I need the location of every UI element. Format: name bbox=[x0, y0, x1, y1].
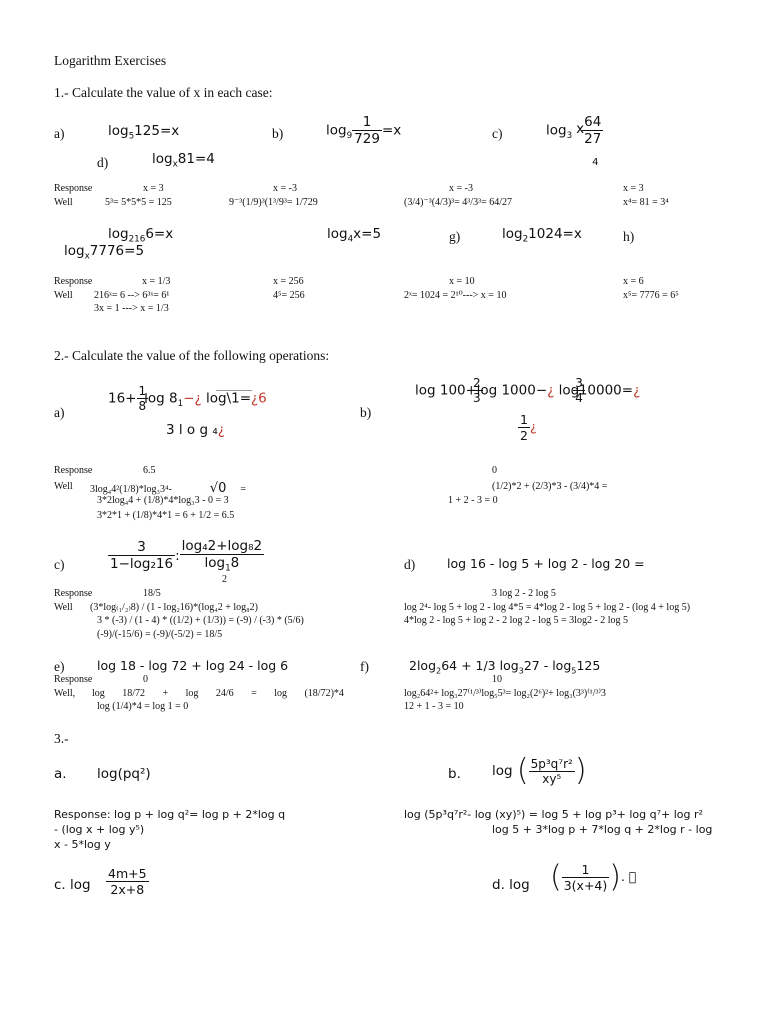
ex2-c-well-label: Well bbox=[54, 602, 73, 613]
sqrt-bar bbox=[216, 390, 252, 391]
ex2-b-expr: log 100+ $\frac{2}{3}$ log 1000−¿ log $\frac{3}{4}$ 10000=¿ bbox=[415, 376, 641, 405]
resp2-h-well: x⁵= 7776 = 6⁵ bbox=[623, 290, 679, 301]
page-title: Logarithm Exercises bbox=[54, 53, 167, 68]
ex2-e-label: e) bbox=[54, 659, 65, 674]
ex3-b-resp1: log (5p³q⁷r²- log (xy)⁵) = log 5 + log p³+ log q⁷+ log r² bbox=[404, 808, 703, 821]
ex3-b-label: b. bbox=[448, 766, 461, 782]
ex2-c-response-label: Response bbox=[54, 588, 93, 599]
ex2-b-value: 0 bbox=[492, 465, 497, 476]
resp2-response-label: Response bbox=[54, 276, 93, 287]
resp1-c-value: x = -3 bbox=[449, 183, 473, 194]
ex3-a-resp1: Response: log p + log q²= log p + 2*log q bbox=[54, 808, 286, 821]
ex3-c-label: c. log bbox=[54, 877, 91, 893]
ex2-c-well1: (3*log₍₁/₂₎8) / (1 - log₂16)*(log₄2 + log₈2) bbox=[90, 602, 258, 613]
resp2-e-well: 216ˣ= 6 --> 6³ˣ= 6¹ bbox=[94, 290, 170, 301]
ex2-e-well1: log 18/72 + log 24/6 = log (18/72)*4 bbox=[92, 688, 344, 699]
ex2-c-sub: 2 bbox=[222, 574, 227, 585]
resp1-d-value: x = 3 bbox=[623, 183, 644, 194]
resp1-a-value: x = 3 bbox=[143, 183, 164, 194]
ex3-a-resp2: - (log x + log y⁵) bbox=[54, 823, 145, 836]
resp1-d-well: x⁴= 81 = 3⁴ bbox=[623, 197, 669, 208]
section-3-heading: 3.- bbox=[54, 731, 69, 746]
section-2-heading: 2.- Calculate the value of the following operations: bbox=[54, 348, 330, 363]
ex2-d-expr: log 16 - log 5 + log 2 - log 20 = bbox=[447, 556, 645, 571]
ex2-f-label: f) bbox=[360, 659, 369, 674]
ex2-a-expr: 16+ $\frac{1}{8}$ $\log 8_1-¿$ log\1=¿6 bbox=[108, 384, 267, 413]
ex2-d-well1: log 2⁴- log 5 + log 2 - log 4*5 = 4*log 2 - log 5 + log 2 - (log 4 + log 5) bbox=[404, 602, 691, 613]
ex2-b-expr-line2: $\frac{1}{2}$ ¿ bbox=[520, 412, 537, 443]
ex2-e-expr: log 18 - log 72 + log 24 - log 6 bbox=[97, 658, 289, 673]
ex3-b-resp2: log 5 + 3*log p + 7*log q + 2*log r - log bbox=[492, 823, 713, 836]
ex1-h-label: h) bbox=[623, 229, 635, 244]
ex1-d-label: d) bbox=[97, 155, 109, 170]
ex1-g-expr: $\log_21024=x$ bbox=[502, 226, 582, 245]
resp2-f-well: 4⁵= 256 bbox=[273, 290, 305, 301]
resp1-well-label: Well bbox=[54, 197, 73, 208]
ex1-g-label: g) bbox=[449, 229, 461, 244]
ex2-e-well2: log (1/4)*4 = log 1 = 0 bbox=[97, 701, 189, 712]
resp1-b-value: x = -3 bbox=[273, 183, 297, 194]
ex2-c-value: 18/5 bbox=[143, 588, 161, 599]
ex2-b-well1: (1/2)*2 + (2/3)*3 - (3/4)*4 = bbox=[492, 481, 608, 492]
ex3-d-expr: ( $\frac{1}{3(x+4)}$ ). ⃞ bbox=[550, 859, 637, 895]
ex2-a-expr-line2: 3 l o g ₄¿ bbox=[166, 422, 225, 438]
ex2-b-label: b) bbox=[360, 405, 372, 420]
resp2-e-value: x = 1/3 bbox=[142, 276, 171, 287]
ex2-d-label: d) bbox=[404, 557, 416, 572]
resp2-g-value: x = 10 bbox=[449, 276, 475, 287]
resp1-a-well: 5³= 5*5*5 = 125 bbox=[105, 197, 172, 208]
resp2-h-value: x = 6 bbox=[623, 276, 644, 287]
ex2-e-response-label: Response bbox=[54, 674, 93, 685]
ex2-f-well1: log₂64²+ log₃27⁽¹/³⁾log₅5³= log₂(2⁶)²+ log₃(3³)⁽¹/³⁾3 bbox=[404, 688, 606, 699]
ex1-c-label: c) bbox=[492, 126, 503, 141]
ex1-a-expr: $\log_5125=x$ bbox=[108, 123, 180, 142]
ex1-f-expr: $\log_4x=5$ bbox=[327, 226, 382, 245]
ex1-a-label: a) bbox=[54, 126, 65, 141]
ex1-d-expr: $\log_x81=4$ bbox=[152, 151, 215, 170]
ex2-a-response-label: Response bbox=[54, 465, 93, 476]
section-1-heading: 1.- Calculate the value of x in each case: bbox=[54, 85, 273, 100]
ex2-a-label: a) bbox=[54, 405, 65, 420]
ex2-a-value: 6.5 bbox=[143, 465, 156, 476]
resp1-response-label: Response bbox=[54, 183, 93, 194]
ex2-f-value: 10 bbox=[492, 674, 502, 685]
ex3-d-label: d. log bbox=[492, 877, 530, 893]
ex2-f-expr: $2\log_264 + 1/3$ $\log_327 - \log_5125$ bbox=[409, 658, 601, 676]
resp2-well-label: Well bbox=[54, 290, 73, 301]
resp2-e-well2: 3x = 1 ---> x = 1/3 bbox=[94, 303, 169, 314]
resp2-f-value: x = 256 bbox=[273, 276, 304, 287]
ex2-c-label: c) bbox=[54, 557, 65, 572]
ex2-a-well-label: Well bbox=[54, 481, 73, 492]
ex2-e-value: 0 bbox=[143, 674, 148, 685]
ex2-c-well3: (-9)/(-15/6) = (-9)/(-5/2) = 18/5 bbox=[97, 629, 223, 640]
ex2-a-well1: 3log₄4²(1/8)*log₃3⁴- √0 = bbox=[90, 481, 246, 496]
ex3-b-expr: log ( $\frac{\text{5p³q⁷r²}}{\text{xy⁵}}$ ) bbox=[492, 753, 587, 788]
ex3-c-expr: $\frac{4m+5}{2x+8}$ bbox=[108, 866, 147, 897]
ex3-a-resp3: x - 5*log y bbox=[54, 838, 111, 851]
resp2-g-well: 2ˣ= 1024 = 2¹⁰---> x = 10 bbox=[404, 290, 507, 301]
resp1-b-well: 9⁻³(1/9)³(1³/9³= 1/729 bbox=[229, 197, 318, 208]
ex1-h-expr: $\log_x7776=5$ bbox=[64, 243, 145, 262]
ex2-b-well2: 1 + 2 - 3 = 0 bbox=[448, 495, 498, 506]
ex1-b-label: b) bbox=[272, 126, 284, 141]
resp1-c-well: (3/4)⁻³(4/3)³= 4³/3³= 64/27 bbox=[404, 197, 512, 208]
ex1-b-expr: $\log_9$ $\frac{1}{729}$ =x bbox=[326, 114, 402, 147]
ex2-d-value: 3 log 2 - 2 log 5 bbox=[492, 588, 556, 599]
ex3-a-label: a. bbox=[54, 766, 67, 782]
ex1-e-expr: $\log_{216}6=x$ bbox=[108, 226, 174, 245]
ex2-f-well2: 12 + 1 - 3 = 10 bbox=[404, 701, 464, 712]
ex2-a-well3: 3*2*1 + (1/8)*4*1 = 6 + 1/2 = 6.5 bbox=[97, 510, 235, 521]
ex1-c-expr: $\log_3$ 4 64 27 x bbox=[546, 114, 602, 168]
ex2-d-well2: 4*log 2 - log 5 + log 2 - 2 log 2 - log 5 = 3log2 - 2 log 5 bbox=[404, 615, 629, 626]
ex3-a-expr: log(pq²) bbox=[97, 766, 151, 782]
ex2-c-well2: 3 * (-3) / (1 - 4) * ((1/2) + (1/3)) = (-9) / (-3) * (5/6) bbox=[97, 615, 304, 626]
ex2-a-well2: 3*2log₄4 + (1/8)*4*log₃3 - 0 = 3 bbox=[97, 495, 229, 506]
ex2-c-expr: $\frac{3}{\text{1−log₂16}}$ : $\frac{\text{log₄2+log₈2}}{\log_18}$ bbox=[110, 538, 263, 574]
ex2-e-well-label: Well, bbox=[54, 688, 76, 699]
